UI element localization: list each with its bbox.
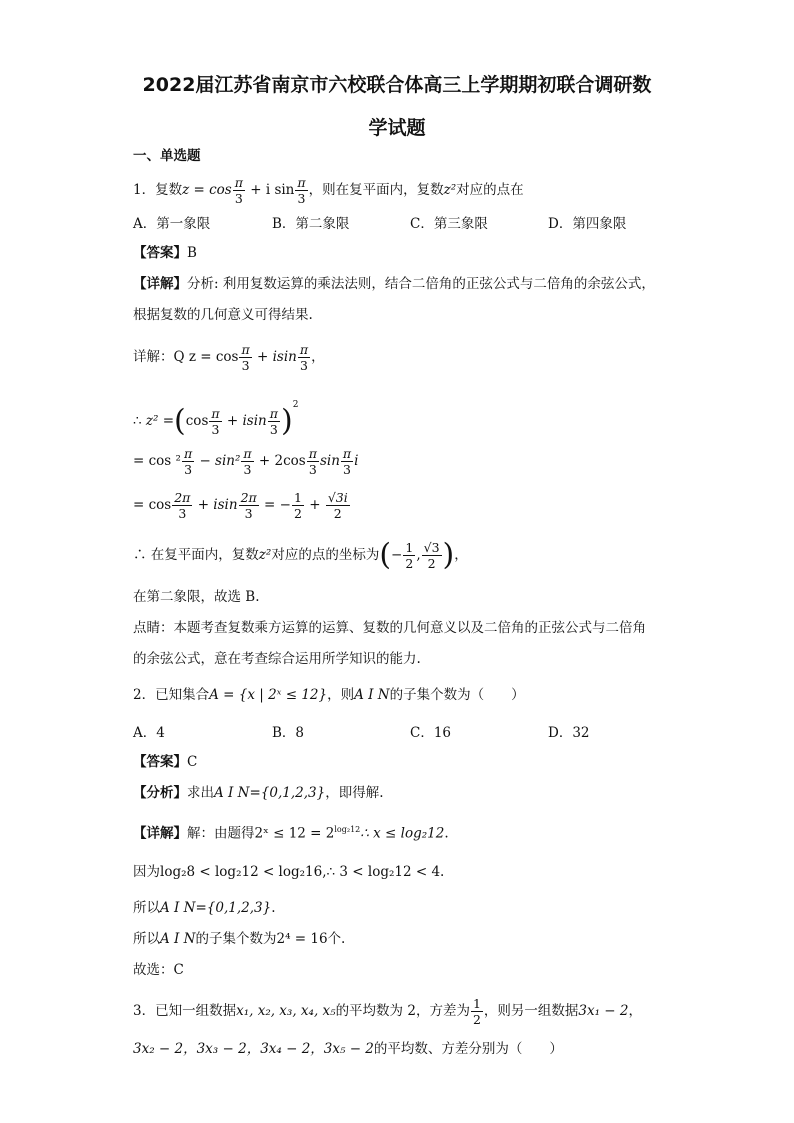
q2-option-c: C．16 <box>410 725 452 741</box>
q1-analysis-line-1: 【详解】分析: 利用复数运算的乘法法则，结合二倍角的正弦公式与二倍角的余弦公式， <box>133 276 655 292</box>
q1-option-d: D．第四象限 <box>548 216 627 232</box>
page-title-line-2: 学试题 <box>368 117 426 139</box>
q1-frac-a: $\frac{\pi}{3}$ <box>234 175 243 206</box>
q2-stem: 2．已知集合A = {x | 2ˣ ≤ 12}，则A I N的子集个数为（ ） <box>133 687 525 703</box>
q2-so-1: 所以A I N={0,1,2,3}. <box>133 900 276 916</box>
q2-because: 因为log₂8 < log₂12 < log₂16,∴ 3 < log₂12 < 4. <box>133 864 445 880</box>
q1-conclusion: 在第二象限，故选 B. <box>133 589 260 605</box>
q1-option-a: A．第一象限 <box>133 216 211 232</box>
q2-option-b: B．8 <box>272 725 305 741</box>
q1-answer: 【答案】B <box>133 245 197 261</box>
q1-option-c: C．第三象限 <box>410 216 488 232</box>
page-title-line-1: 2022届江苏省南京市六校联合体高三上学期期初联合调研数 <box>142 74 652 96</box>
q3-stem-line-2: 3x₂ − 2，3x₃ − 2，3x₄ − 2，3x₅ − 2的平均数、方差分别为（ ） <box>133 1041 563 1057</box>
q1-option-b: B．第二象限 <box>272 216 350 232</box>
q1-z: z = cos <box>182 182 232 198</box>
q1-analysis-line-2: 根据复数的几何意义可得结果. <box>133 307 313 323</box>
q2-analysis: 【分析】求出A I N={0,1,2,3}，即得解. <box>133 785 384 801</box>
q1-detail-square: ∴ z² =(cos $\frac{\pi}{3}$ + isin $\frac{\pi}{3}$ )$^2$ <box>133 400 299 439</box>
q1-detail-coordinate: ∴ 在复平面内，复数z²对应的点的坐标为(− $\frac{1}{2}$ , $\frac{√3}{2}$ )， <box>133 537 468 573</box>
q1-detail-given: 详解：Q z = cos $\frac{\pi}{3}$ + isin $\frac{\pi}{3}$ ， <box>133 342 325 373</box>
q1-comment-line-1: 点睛：本题考查复数乘方运算的运算、复数的几何意义以及二倍角的正弦公式与二倍角 <box>133 620 646 636</box>
q3-stem-line-1: 3．已知一组数据x₁, x₂, x₃, x₄, x₅的平均数为 2，方差为 $\frac{1}{2}$ ，则另一组数据3x₁ − 2， <box>133 996 643 1027</box>
q2-detail: 【详解】解：由题得2ˣ ≤ $12 = 2^{log_212}\therefore$ x ≤ log₂12. <box>133 825 449 842</box>
q2-option-d: D．32 <box>548 725 590 741</box>
q1-detail-expand: = cos ² $\frac{\pi}{3}$ − sin² $\frac{\pi}{3}$ + 2cos $\frac{\pi}{3}$ sin $\frac{\pi}{3}$ i <box>133 446 359 477</box>
q1-comment-line-2: 的余弦公式，意在考查综合运用所学知识的能力. <box>133 651 421 667</box>
q2-answer: 【答案】C <box>133 754 198 770</box>
section-heading: 一、单选题 <box>133 148 201 164</box>
q2-so-2: 所以A I N的子集个数为2⁴ = 16个. <box>133 931 346 947</box>
q1-frac-b: $\frac{\pi}{3}$ <box>297 175 306 206</box>
q2-choose: 故选：C <box>133 962 184 978</box>
q2-option-a: A．4 <box>133 725 165 741</box>
q1-detail-result: = cos $\frac{2\pi}{3}$ + isin $\frac{2\pi}{3}$ = − $\frac{1}{2}$ + $\frac{√3i}{2}$ <box>133 490 348 521</box>
q1-stem: 1．复数z = cos $\frac{\pi}{3}$ + i sin $\frac{\pi}{3}$ ，则在复平面内，复数z²对应的点在 <box>133 175 524 206</box>
